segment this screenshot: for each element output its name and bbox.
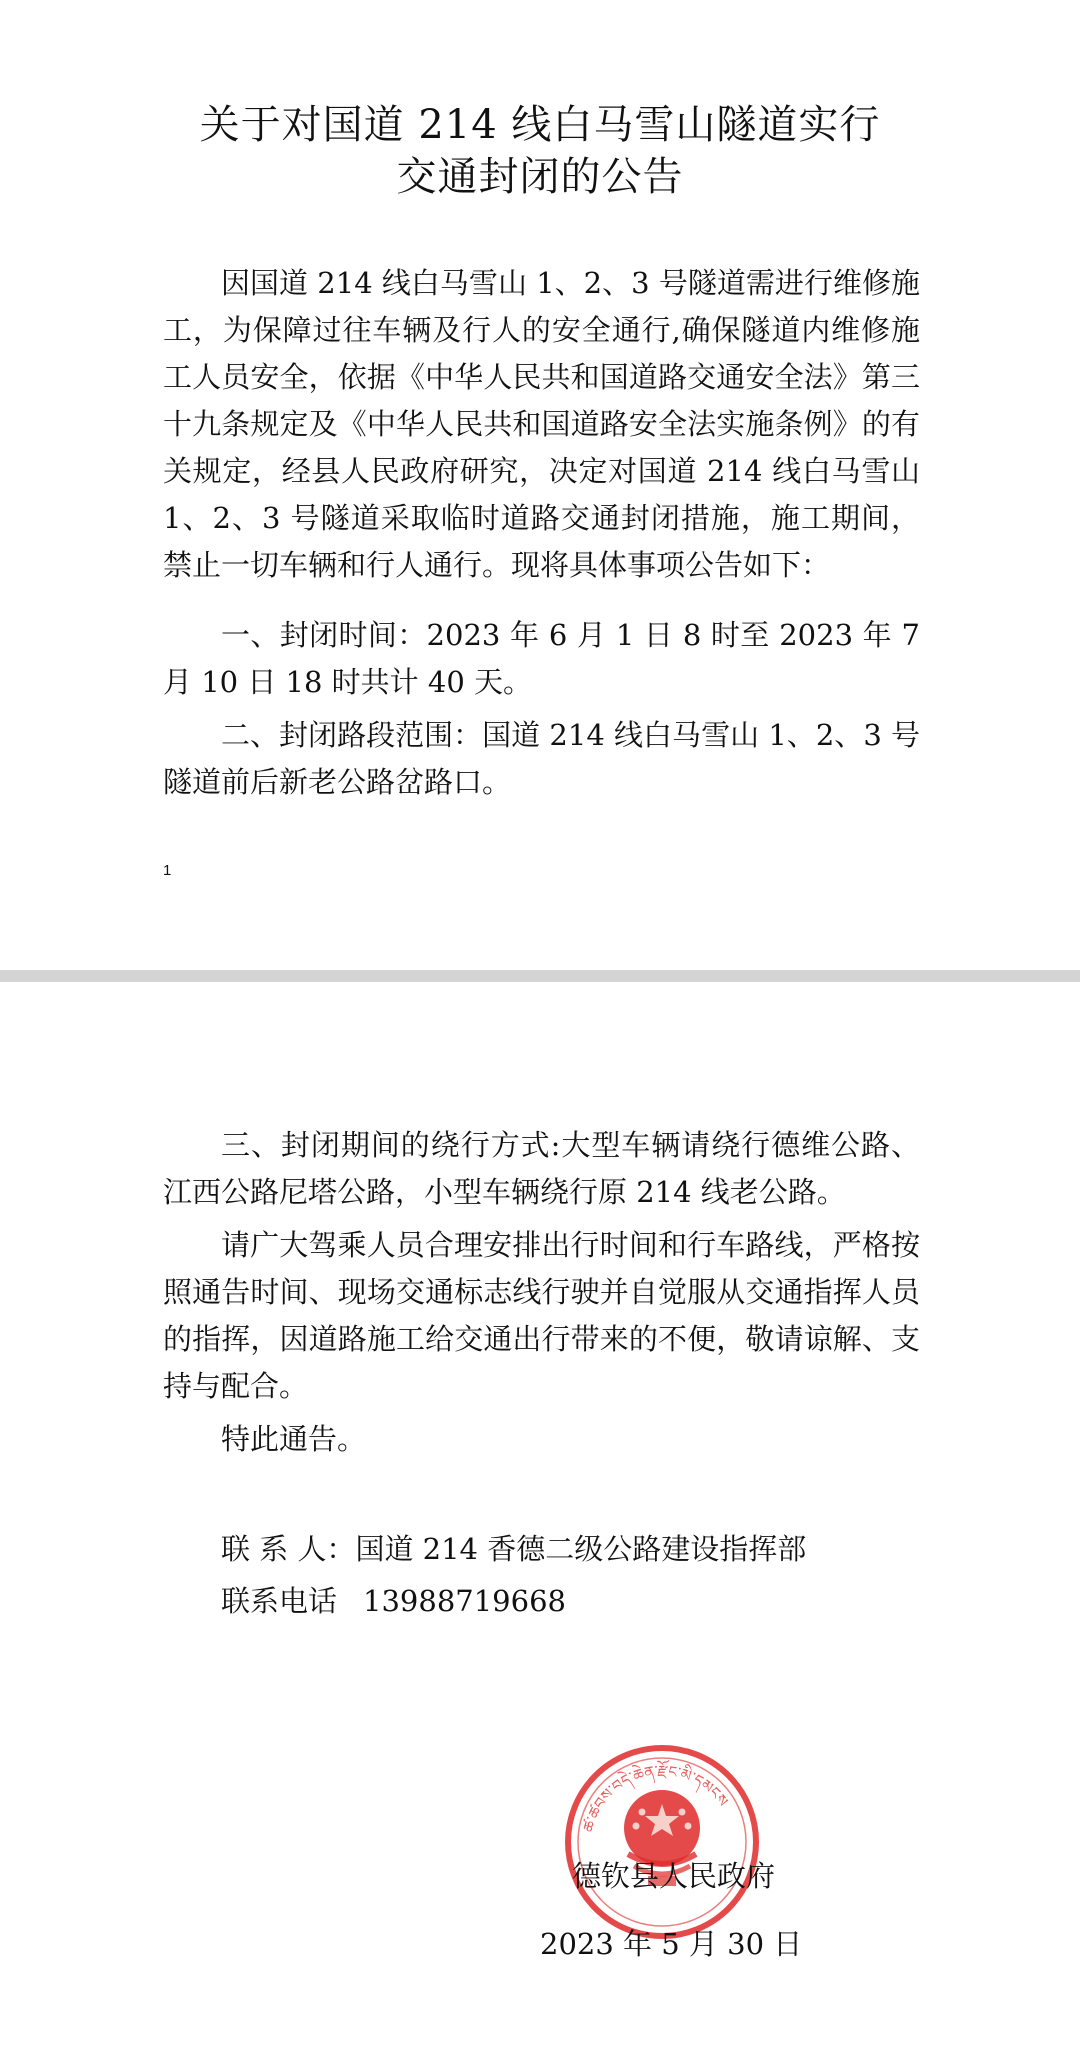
notice-title-line-2: 交通封闭的公告: [396, 154, 684, 200]
notice-title-line-1: 关于对国道 214 线白马雪山隧道实行: [199, 102, 881, 148]
issue-date: 2023 年 5 月 30 日: [540, 1927, 803, 1961]
official-seal-icon: [562, 1742, 762, 1942]
svg-text:ཚ་ཚབས་བདེ་ཆེན་རྫོང་མི་དམངས: ཚ་ཚབས་བདེ་ཆེན་རྫོང་མི་དམངས: [579, 1761, 732, 1834]
document-page-2: [0, 982, 1080, 2072]
document-page-1: [0, 0, 1080, 970]
contact-person-value: 国道 214 香德二级公路建设指挥部: [355, 1532, 807, 1566]
contact-phone-label: 联系电话: [221, 1584, 338, 1618]
intro-paragraph: 因国道 214 线白马雪山 1、2、3 号隧道需进行维修施工，为保障过往车辆及行人的安全通行,确保隧道内维修施工人员安全，依据《中华人民共和国道路交通安全法》第三十九条规定及《中华人民共和国道路安全法实施条例》的有关规定，经县人民政府研究，决定对国道 214 线白马雪山 1、2、3 号隧道采取临时道路交通封闭措施，施工期间，禁止一切车辆和行人通行。现将具体事项公告如下：: [163, 266, 920, 582]
request-paragraph: 请广大驾乘人员合理安排出行时间和行车路线，严格按照通告时间、现场交通标志线行驶并自觉服从交通指挥人员的指挥，因道路施工给交通出行带来的不便，敬请谅解、支持与配合。: [163, 1228, 920, 1403]
page-number: 1: [163, 862, 172, 879]
closure-range-paragraph: 二、封闭路段范围：国道 214 线白马雪山 1、2、3 号隧道前后新老公路岔路口。: [163, 718, 920, 799]
detour-paragraph: 三、封闭期间的绕行方式:大型车辆请绕行德维公路、江西公路尼塔公路，小型车辆绕行原 214 线老公路。: [163, 1128, 920, 1209]
closure-time-paragraph: 一、封闭时间：2023 年 6 月 1 日 8 时至 2023 年 7 月 10 日 18 时共计 40 天。: [163, 618, 920, 699]
closing-paragraph: 特此通告。: [221, 1422, 367, 1456]
contact-phone-row: [221, 1578, 566, 1625]
page-separator: [0, 970, 1080, 982]
contact-phone-value: 13988719668: [363, 1584, 566, 1618]
contact-person-label: 联 系 人：: [221, 1532, 356, 1566]
contact-person-row: [221, 1526, 806, 1573]
issuer-name: 德钦县人民政府: [572, 1859, 776, 1893]
